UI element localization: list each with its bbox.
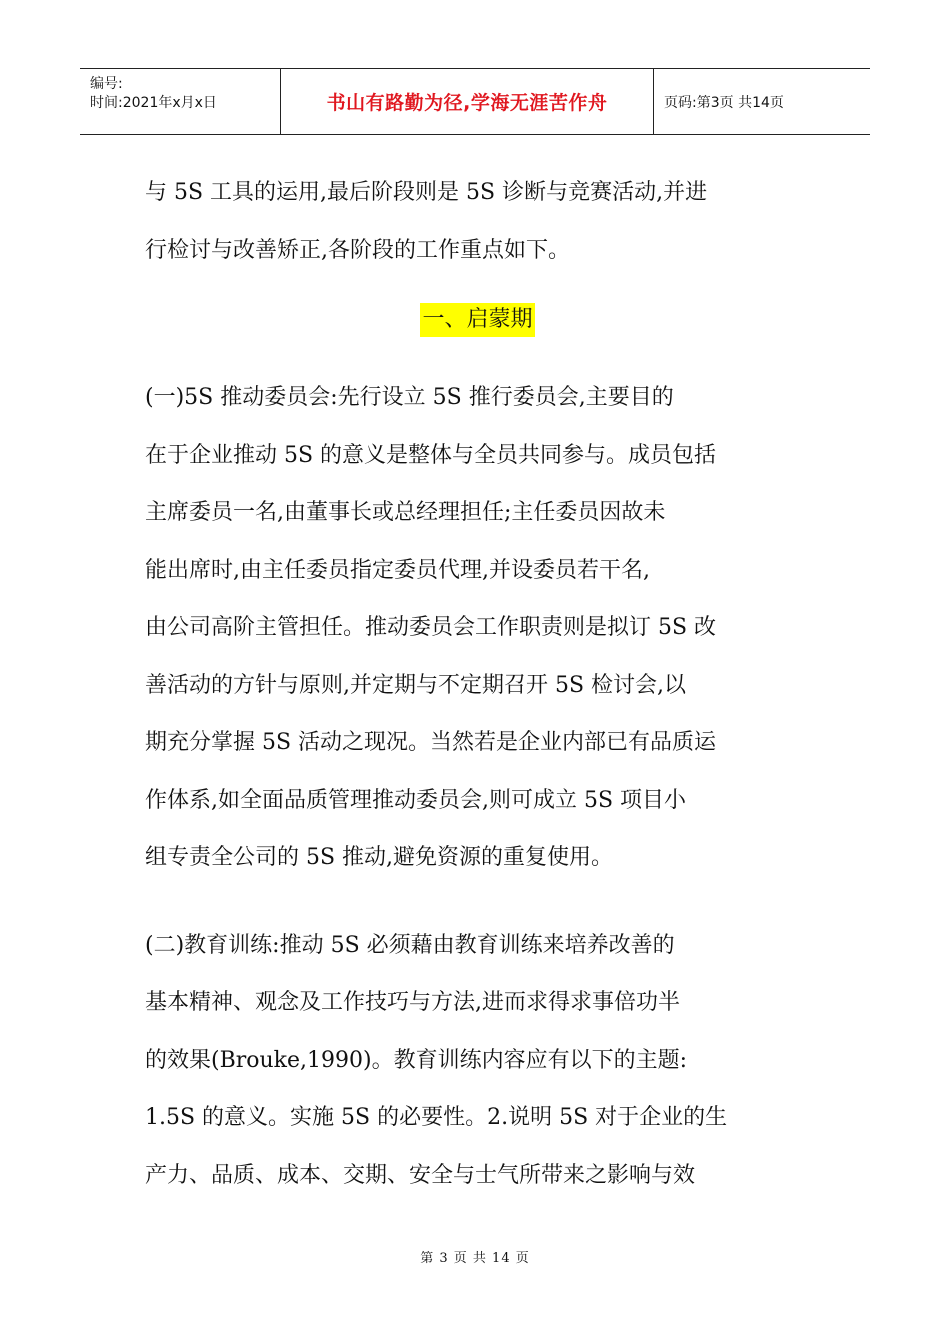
- paragraph-gap: [145, 887, 810, 917]
- header-meta-cell: [80, 69, 281, 134]
- text-line: 行检讨与改善矫正,各阶段的工作重点如下。: [145, 237, 570, 263]
- header-page-info: 页码:第3页 共14页: [664, 94, 784, 111]
- text-line: 的效果(Brouke,1990)。教育训练内容应有以下的主题:: [145, 1047, 688, 1073]
- header-table: [80, 68, 870, 135]
- intro-paragraph: [145, 164, 810, 279]
- text-line: 与 5S 工具的运用,最后阶段则是 5S 诊断与竞赛活动,并进: [145, 180, 708, 205]
- text-line: 期充分掌握 5S 活动之现况。当然若是企业内部已有品质运: [145, 730, 717, 755]
- text-line: 主席委员一名,由董事长或总经理担任;主任委员因故未: [145, 500, 666, 525]
- document-body: [145, 164, 810, 1204]
- paragraph-committee: [145, 369, 810, 887]
- document-number-label: 编号:: [90, 76, 123, 92]
- text-line: 在于企业推动 5S 的意义是整体与全员共同参与。成员包括: [145, 442, 717, 468]
- text-line: 基本精神、观念及工作技巧与方法,进而求得求事倍功半: [145, 990, 680, 1015]
- header-motto-cell: [281, 69, 654, 134]
- text-line: (二)教育训练:推动 5S 必须藉由教育训练来培养改善的: [145, 932, 675, 958]
- text-line: 1.5S 的意义。实施 5S 的必要性。2.说明 5S 对于企业的生: [145, 1105, 728, 1130]
- paragraph-training: [145, 917, 810, 1205]
- header-motto: 书山有路勤为径,学海无涯苦作舟: [326, 92, 608, 114]
- text-line: 作体系,如全面品质管理推动委员会,则可成立 5S 项目小: [145, 787, 687, 813]
- text-line: 能出席时,由主任委员指定委员代理,并设委员若干名,: [145, 557, 650, 583]
- text-line: 组专责全公司的 5S 推动,避免资源的重复使用。: [145, 845, 614, 870]
- text-line: 产力、品质、成本、交期、安全与士气所带来之影响与效: [145, 1162, 696, 1188]
- section-heading: 一、启蒙期: [420, 303, 534, 337]
- section-heading-wrap: [145, 303, 810, 343]
- text-line: (一)5S 推动委员会:先行设立 5S 推行委员会,主要目的: [145, 385, 674, 410]
- page-footer: 第 3 页 共 14 页: [420, 1251, 530, 1266]
- document-date: 时间:2021年x月x日: [90, 95, 217, 111]
- text-line: 善活动的方针与原则,并定期与不定期召开 5S 检讨会,以: [145, 672, 687, 698]
- text-line: 由公司高阶主管担任。推动委员会工作职责则是拟订 5S 改: [145, 615, 717, 640]
- header-page-cell: [654, 69, 870, 134]
